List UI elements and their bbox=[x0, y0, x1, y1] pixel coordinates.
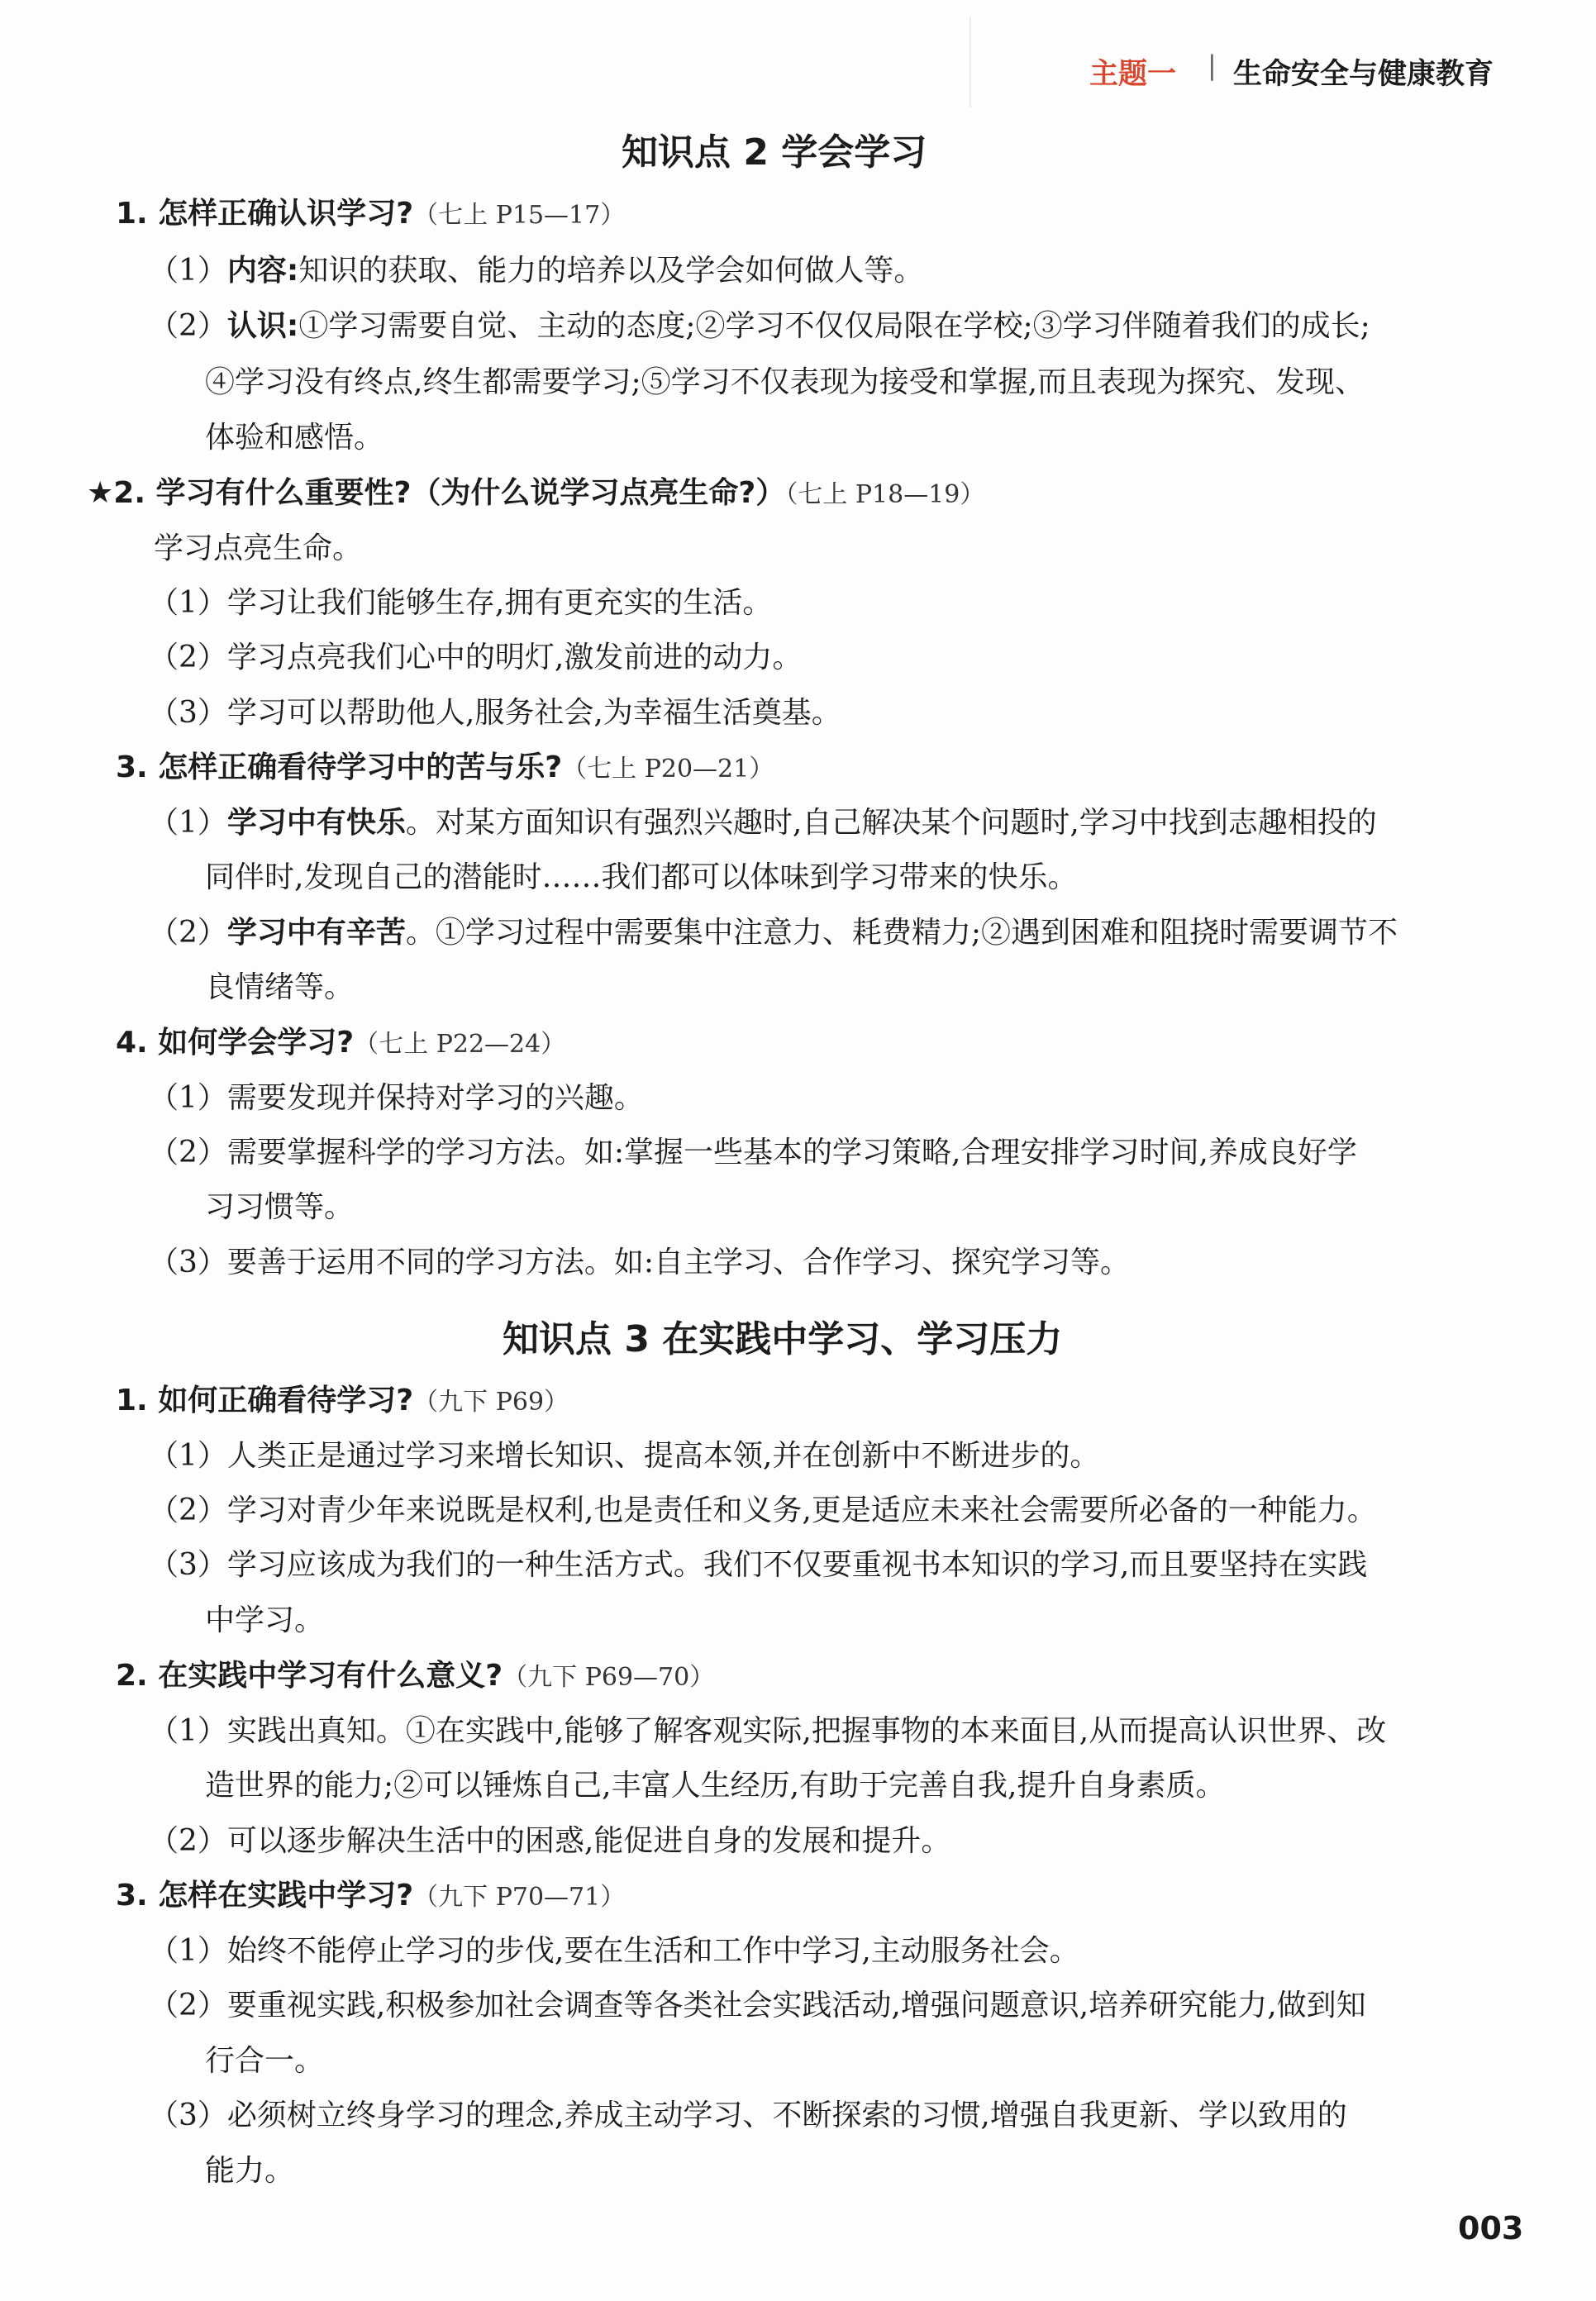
answer-line: （2）学习点亮我们心中的明灯,激发前进的动力。 bbox=[149, 641, 803, 674]
answer-line: （1）人类正是通过学习来增长知识、提高本领,并在创新中不断进步的。 bbox=[149, 1439, 1100, 1473]
textbook-ref: （七上 P18—19） bbox=[785, 480, 985, 509]
answer-line: （3）学习可以帮助他人,服务社会,为幸福生活奠基。 bbox=[149, 696, 841, 730]
answer-line: 良情绪等。 bbox=[205, 970, 355, 1004]
textbook-ref: （九下 P69） bbox=[413, 1388, 569, 1417]
header-divider-line bbox=[970, 17, 971, 107]
textbook-ref: （七上 P20—21） bbox=[562, 755, 774, 784]
item-number: （1） bbox=[149, 254, 227, 288]
question-kp2-3 bbox=[116, 749, 774, 788]
answer-line: （1）学习让我们能够生存,拥有更充实的生活。 bbox=[149, 586, 773, 620]
answer-line: （2）要重视实践,积极参加社会调查等各类社会实践活动,增强问题意识,培养研究能力,做到知 bbox=[149, 1989, 1366, 2022]
item-keyword: 学习中有辛苦 bbox=[226, 916, 406, 950]
question-title: 3. 怎样正确看待学习中的苦与乐? bbox=[116, 750, 563, 784]
answer-line bbox=[149, 804, 1377, 842]
answer-line: 造世界的能力;②可以锤炼自己,丰富人生经历,有助于完善自我,提升自身素质。 bbox=[205, 1769, 1226, 1803]
question-title: 1. 怎样正确认识学习? bbox=[116, 197, 414, 231]
answer-line: 中学习。 bbox=[205, 1603, 325, 1637]
answer-line bbox=[149, 307, 1370, 345]
answer-line: （3）要善于运用不同的学习方法。如:自主学习、合作学习、探究学习等。 bbox=[149, 1246, 1131, 1279]
question-kp3-1 bbox=[116, 1382, 569, 1422]
answer-line: （2）可以逐步解决生活中的困惑,能促进自身的发展和提升。 bbox=[149, 1824, 951, 1858]
answer-line: 习习惯等。 bbox=[205, 1190, 355, 1224]
answer-line: 能力。 bbox=[205, 2154, 295, 2188]
item-number: （1） bbox=[149, 806, 227, 840]
answer-line: （3）学习应该成为我们的一种生活方式。我们不仅要重视书本知识的学习,而且要坚持在实践 bbox=[149, 1548, 1368, 1582]
answer-line: 同伴时,发现自己的潜能时……我们都可以体味到学习带来的快乐。 bbox=[205, 860, 1078, 894]
answer-line: 行合一。 bbox=[205, 2044, 325, 2078]
answer-line bbox=[149, 252, 923, 290]
answer-line: （3）必须树立终身学习的理念,养成主动学习、不断探索的习惯,增强自我更新、学以致用的 bbox=[149, 2099, 1347, 2132]
item-number: （2） bbox=[149, 309, 227, 343]
item-text: 。对某方面知识有强烈兴趣时,自己解决某个问题时,学习中找到志趣相投的 bbox=[405, 806, 1377, 840]
answer-line: （1）实践出真知。①在实践中,能够了解客观实际,把握事物的本来面目,从而提高认识世界、改 bbox=[149, 1714, 1387, 1748]
item-text: 。①学习过程中需要集中注意力、耗费精力;②遇到困难和阻挠时需要调节不 bbox=[405, 916, 1398, 950]
question-title: 1. 如何正确看待学习? bbox=[116, 1384, 414, 1417]
item-keyword: 学习中有快乐 bbox=[226, 806, 406, 840]
answer-line: （1）始终不能停止学习的步伐,要在生活和工作中学习,主动服务社会。 bbox=[149, 1934, 1079, 1968]
textbook-ref: （九下 P70—71） bbox=[413, 1883, 626, 1912]
header-topic: 主题一 bbox=[1089, 58, 1177, 91]
item-keyword: 内容: bbox=[226, 254, 299, 288]
header-title: 生命安全与健康教育 bbox=[1233, 58, 1494, 91]
answer-line: 体验和感悟。 bbox=[205, 421, 384, 455]
question-kp2-4 bbox=[116, 1024, 565, 1064]
item-keyword: 认识: bbox=[226, 309, 299, 343]
item-text: 知识的获取、能力的培养以及学会如何做人等。 bbox=[298, 254, 924, 288]
item-text: ①学习需要自觉、主动的态度;②学习不仅仅局限在学校;③学习伴随着我们的成长; bbox=[298, 309, 1370, 343]
answer-line: （2）学习对青少年来说既是权利,也是责任和义务,更是适应未来社会需要所必备的一种能力。 bbox=[149, 1494, 1377, 1527]
page-number: 003 bbox=[1458, 2210, 1524, 2246]
question-kp2-1 bbox=[116, 195, 625, 235]
section-heading-kp2: 知识点 2 学会学习 bbox=[622, 131, 927, 174]
answer-line: 学习点亮生命。 bbox=[154, 531, 363, 565]
question-title: 4. 如何学会学习? bbox=[116, 1026, 355, 1060]
answer-line bbox=[149, 914, 1398, 952]
question-kp2-2 bbox=[87, 474, 984, 514]
question-title: ★2. 学习有什么重要性?（为什么说学习点亮生命?） bbox=[87, 476, 786, 510]
textbook-ref: （七上 P15—17） bbox=[413, 201, 626, 230]
answer-line: ④学习没有终点,终生都需要学习;⑤学习不仅表现为接受和掌握,而且表现为探究、发现、 bbox=[205, 365, 1365, 399]
item-number: （2） bbox=[149, 916, 227, 950]
question-kp3-2 bbox=[116, 1657, 714, 1697]
section-heading-kp3: 知识点 3 在实践中学习、学习压力 bbox=[503, 1318, 1063, 1360]
answer-line: （1）需要发现并保持对学习的兴趣。 bbox=[149, 1081, 644, 1115]
header-separator: | bbox=[1208, 50, 1217, 81]
question-title: 2. 在实践中学习有什么意义? bbox=[116, 1659, 503, 1693]
answer-line: （2）需要掌握科学的学习方法。如:掌握一些基本的学习策略,合理安排学习时间,养成良好学 bbox=[149, 1136, 1357, 1170]
textbook-ref: （七上 P22—24） bbox=[354, 1030, 566, 1059]
question-title: 3. 怎样在实践中学习? bbox=[116, 1879, 414, 1913]
question-kp3-3 bbox=[116, 1877, 625, 1917]
textbook-ref: （九下 P69—70） bbox=[503, 1663, 715, 1692]
